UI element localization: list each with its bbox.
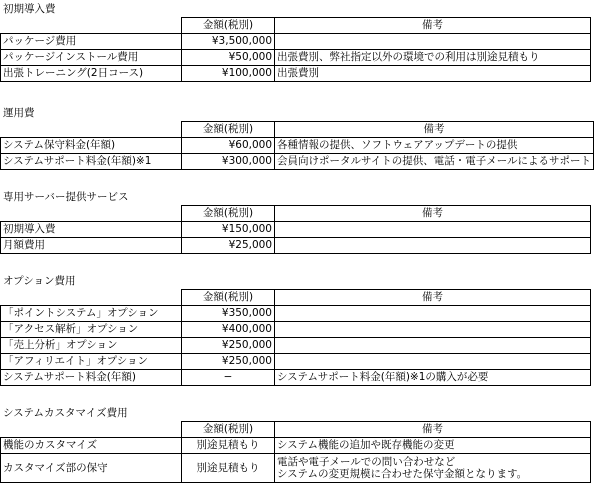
table-row <box>1 370 591 386</box>
item-price: ¥100,000 <box>182 66 275 82</box>
section-title: 初期導入費 <box>3 3 56 15</box>
table-header <box>1 122 594 138</box>
header-note: 備考 <box>275 290 591 306</box>
table-row <box>1 222 591 238</box>
item-price: ¥60,000 <box>182 138 275 154</box>
item-name: 「アフィリエイト」オプション <box>1 354 182 370</box>
table-row <box>1 66 591 82</box>
item-note <box>275 238 591 254</box>
item-name: 「ポイントシステム」オプション <box>1 306 182 322</box>
item-price: − <box>182 370 275 386</box>
table-row <box>1 50 591 66</box>
table-row <box>1 306 591 322</box>
item-note <box>275 322 591 338</box>
item-note <box>275 222 591 238</box>
header-note: 備考 <box>275 122 594 138</box>
item-price: ¥300,000 <box>182 154 275 170</box>
table-row <box>1 238 591 254</box>
table-row <box>1 338 591 354</box>
item-name: システム保守料金(年額) <box>1 138 182 154</box>
price-table <box>0 421 591 483</box>
table-row <box>1 138 594 154</box>
item-note <box>275 306 591 322</box>
item-note: 出張費別 <box>275 66 591 82</box>
table-header <box>1 18 591 34</box>
item-name: パッケージ費用 <box>1 34 182 50</box>
item-name: カスタマイズ部の保守 <box>1 454 182 483</box>
table-row <box>1 34 591 50</box>
section-title: オプション費用 <box>3 275 76 287</box>
item-price: ¥3,500,000 <box>182 34 275 50</box>
price-table <box>0 17 591 82</box>
table-row <box>1 438 591 454</box>
item-price: ¥50,000 <box>182 50 275 66</box>
item-price: ¥25,000 <box>182 238 275 254</box>
section-title: システムカスタマイズ費用 <box>3 407 128 419</box>
item-name: システムサポート料金(年額) <box>1 370 182 386</box>
item-name: パッケージインストール費用 <box>1 50 182 66</box>
item-note: システムサポート料金(年額)※1の購入が必要 <box>275 370 591 386</box>
item-note: 各種情報の提供、ソフトウェアアップデートの提供 <box>275 138 594 154</box>
item-note: 出張費別、弊社指定以外の環境での利用は別途見積もり <box>275 50 591 66</box>
item-name: 月額費用 <box>1 238 182 254</box>
item-name: 初期導入費 <box>1 222 182 238</box>
item-price: 別途見積もり <box>182 454 275 483</box>
header-price: 金額(税別) <box>182 122 275 138</box>
section-title: 専用サーバー提供サービス <box>3 191 129 203</box>
item-price: ¥400,000 <box>182 322 275 338</box>
item-name: 機能のカスタマイズ <box>1 438 182 454</box>
price-table <box>0 289 591 386</box>
item-note <box>275 354 591 370</box>
table-header <box>1 206 591 222</box>
item-note: 電話や電子メールでの問い合わせなど システムの変更規模に合わせた保守金額となります。 <box>275 454 591 483</box>
price-table <box>0 121 594 170</box>
item-name: 「アクセス解析」オプション <box>1 322 182 338</box>
header-price: 金額(税別) <box>182 18 275 34</box>
table-row <box>1 322 591 338</box>
header-note: 備考 <box>275 18 591 34</box>
header-price: 金額(税別) <box>182 290 275 306</box>
item-price: ¥250,000 <box>182 338 275 354</box>
item-note: 会員向けポータルサイトの提供、電話・電子メールによるサポート <box>275 154 594 170</box>
table-row <box>1 154 594 170</box>
item-name: 「売上分析」オプション <box>1 338 182 354</box>
item-price: ¥150,000 <box>182 222 275 238</box>
item-note <box>275 34 591 50</box>
item-note: システム機能の追加や既存機能の変更 <box>275 438 591 454</box>
table-header <box>1 290 591 306</box>
table-header <box>1 422 591 438</box>
price-table <box>0 205 591 254</box>
header-note: 備考 <box>275 422 591 438</box>
section-title: 運用費 <box>3 107 35 119</box>
item-name: 出張トレーニング(2日コース) <box>1 66 182 82</box>
item-name: システムサポート料金(年額)※1 <box>1 154 182 170</box>
table-row <box>1 454 591 483</box>
header-price: 金額(税別) <box>182 206 275 222</box>
item-price: ¥250,000 <box>182 354 275 370</box>
table-row <box>1 354 591 370</box>
item-price: ¥350,000 <box>182 306 275 322</box>
item-note <box>275 338 591 354</box>
header-price: 金額(税別) <box>182 422 275 438</box>
item-price: 別途見積もり <box>182 438 275 454</box>
header-note: 備考 <box>275 206 591 222</box>
